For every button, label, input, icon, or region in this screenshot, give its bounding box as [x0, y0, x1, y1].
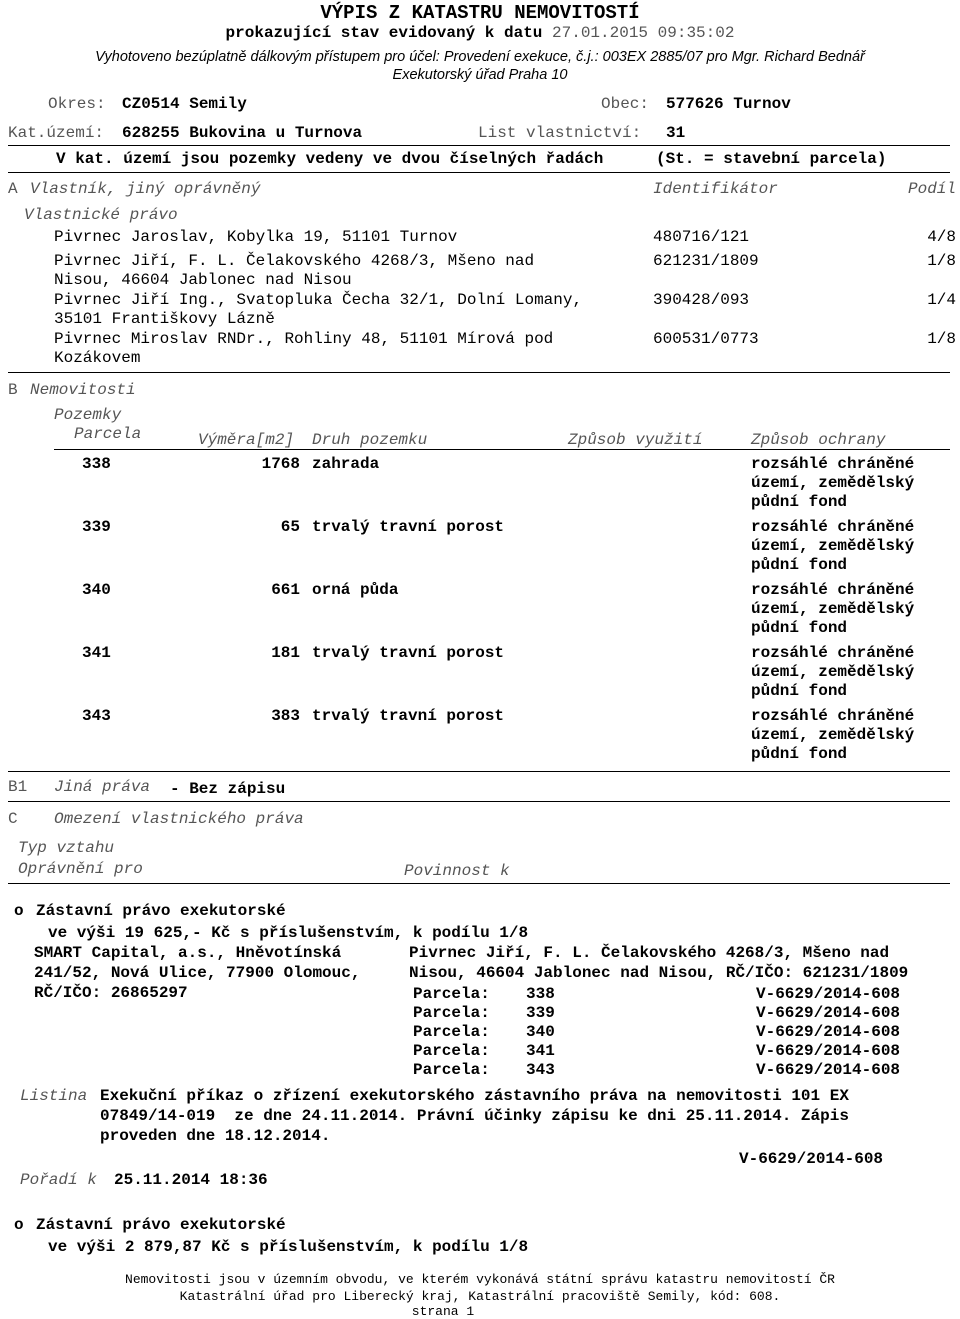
parcel-protection-2: území, zemědělský: [751, 537, 915, 555]
parcel-protection-1: rozsáhlé chráněné: [751, 707, 915, 725]
obec-value: 577626 Turnov: [666, 95, 791, 113]
creditor-line-2: 241/52, Nová Ulice, 77900 Olomouc,: [34, 964, 361, 982]
col-identifier: Identifikátor: [653, 180, 778, 198]
parcel-label: Parcela:: [413, 1004, 490, 1022]
listina-ref: V-6629/2014-608: [739, 1150, 884, 1168]
parcel-protection-3: půdní fond: [751, 556, 848, 574]
section-a-title: Vlastník, jiný oprávněný: [30, 180, 261, 198]
owner-id: 390428/093: [653, 291, 750, 309]
lien-amount: ve výši 2 879,87 Kč s příslušenstvím, k podílu 1/8: [48, 1238, 529, 1256]
parcel-ref: V-6629/2014-608: [756, 1061, 901, 1079]
owner-share: 1/8: [927, 252, 956, 270]
section-b1-value: - Bez zápisu: [170, 780, 286, 798]
section-a-letter: A: [8, 180, 18, 198]
bullet-icon: o: [14, 902, 24, 920]
parcel-number: 341: [82, 644, 111, 662]
parcel-protection-1: rozsáhlé chráněné: [751, 518, 915, 536]
parcel-label: Parcela:: [413, 1042, 490, 1060]
section-a-divider: [8, 372, 950, 373]
section-b-letter: B: [8, 381, 18, 399]
parcel-number: 340: [82, 581, 111, 599]
col-relation-type: Typ vztahu: [18, 839, 115, 857]
parcel-number: 343: [82, 707, 111, 725]
parcel-ref: V-6629/2014-608: [756, 1042, 901, 1060]
parcel-protection-2: území, zemědělský: [751, 726, 915, 744]
owner-id: 621231/1809: [653, 252, 759, 270]
parcel-ref: V-6629/2014-608: [756, 985, 901, 1003]
okres-label: Okres:: [48, 95, 106, 113]
section-b-title: Nemovitosti: [30, 381, 136, 399]
parcel-protection-1: rozsáhlé chráněné: [751, 581, 915, 599]
parcel-type: trvalý travní porost: [312, 518, 505, 536]
parcel-protection-2: území, zemědělský: [751, 663, 915, 681]
parcel-area: 65: [280, 518, 300, 536]
parcel-protection-1: rozsáhlé chráněné: [751, 455, 915, 473]
owner-share: 1/8: [927, 330, 956, 348]
parcel-number: 338: [82, 455, 111, 473]
col-protection: Způsob ochrany: [751, 431, 886, 449]
owner-name: Pivrnec Jiří, F. L. Čelakovského 4268/3, Mšeno nad: [54, 252, 535, 270]
status-line: [0, 24, 960, 43]
parcel-area: 1768: [261, 455, 300, 473]
creditor-line-3: RČ/IČO: 26865297: [34, 984, 188, 1002]
info-divider: [8, 145, 950, 146]
section-b-subtitle: Pozemky: [54, 406, 122, 424]
section-b1-title: Jiná práva: [54, 778, 151, 796]
parcel-number: 343: [526, 1061, 555, 1079]
parcel-number: 339: [526, 1004, 555, 1022]
parcel-label: Parcela:: [413, 985, 490, 1003]
status-datetime: 27.01.2015 09:35:02: [552, 24, 735, 42]
owner-share: 4/8: [927, 228, 956, 246]
owner-id: 600531/0773: [653, 330, 759, 348]
section-a-subtitle: Vlastnické právo: [24, 206, 178, 224]
creditor-line-1: SMART Capital, a.s., Hněvotínská: [34, 944, 342, 962]
lien-title: Zástavní právo exekutorské: [36, 902, 286, 920]
lv-label: List vlastnictví:: [478, 124, 642, 142]
parcel-label: Parcela:: [413, 1061, 490, 1079]
footer-line-2: Katastrální úřad pro Liberecký kraj, Katastrální pracoviště Semily, kód: 608.: [179, 1289, 781, 1304]
owner-share: 1/4: [927, 291, 956, 309]
parcel-area: 661: [271, 581, 300, 599]
col-obligation: Povinnost k: [404, 862, 510, 880]
parcel-protection-2: území, zemědělský: [751, 474, 915, 492]
okres-value: CZ0514 Semily: [122, 95, 247, 113]
section-b1-letter: B1: [8, 778, 28, 796]
owner-address-2: 35101 Františkovy Lázně: [54, 310, 275, 328]
lien-amount: ve výši 19 625,- Kč s příslušenstvím, k podílu 1/8: [48, 924, 529, 942]
parcel-number: 340: [526, 1023, 555, 1041]
katuz-label: Kat.území:: [8, 124, 105, 142]
section-c-header-divider: [8, 883, 950, 884]
parcel-number: 341: [526, 1042, 555, 1060]
numbering-note: V kat. území jsou pozemky vedeny ve dvou číselných řadách: [56, 150, 604, 168]
section-b1-divider: [8, 801, 950, 802]
status-prefix: prokazující stav evidovaný k datu: [225, 24, 543, 42]
parcel-protection-3: půdní fond: [751, 493, 848, 511]
lv-value: 31: [666, 124, 686, 142]
parcel-protection-2: území, zemědělský: [751, 600, 915, 618]
parcel-protection-1: rozsáhlé chráněné: [751, 644, 915, 662]
katuz-value: 628255 Bukovina u Turnova: [122, 124, 363, 142]
document-title: VÝPIS Z KATASTRU NEMOVITOSTÍ: [320, 2, 640, 24]
owner-id: 480716/121: [653, 228, 750, 246]
col-land-use: Způsob využití: [568, 431, 703, 449]
parcel-number: 338: [526, 985, 555, 1003]
parcel-label: Parcela:: [413, 1023, 490, 1041]
parcel-protection-3: půdní fond: [751, 619, 848, 637]
generated-line: Vyhotoveno bezúplatně dálkovým přístupem pro účel: Provedení exekuce, č.j.: 003EX 2885/07 pro Mgr. Richard Bednář: [95, 49, 865, 65]
parcel-area: 181: [271, 644, 300, 662]
order-label: Pořadí k: [20, 1171, 97, 1189]
parcel-header-divider: [54, 449, 950, 450]
page-number: strana 1: [411, 1304, 475, 1319]
col-parcel: Parcela: [74, 425, 142, 443]
numbering-note-2: (St. = stavební parcela): [656, 150, 887, 168]
col-entitled: Oprávnění pro: [18, 860, 143, 878]
parcel-area: 383: [271, 707, 300, 725]
owner-name: Pivrnec Jiří Ing., Svatopluka Čecha 32/1, Dolní Lomany,: [54, 291, 583, 309]
debtor-line-2: Nisou, 46604 Jablonec nad Nisou, RČ/IČO: 621231/1809: [409, 964, 909, 982]
section-c-title: Omezení vlastnického práva: [54, 810, 304, 828]
order-value: 25.11.2014 18:36: [114, 1171, 268, 1189]
parcel-type: orná půda: [312, 581, 399, 599]
bullet-icon: o: [14, 1216, 24, 1234]
parcel-protection-3: půdní fond: [751, 745, 848, 763]
listina-line-2: 07849/14-019 ze dne 24.11.2014. Právní účinky zápisu ke dni 25.11.2014. Zápis: [100, 1107, 849, 1125]
parcel-ref: V-6629/2014-608: [756, 1023, 901, 1041]
owner-address-2: Nisou, 46604 Jablonec nad Nisou: [54, 271, 352, 289]
listina-line-1: Exekuční příkaz o zřízení exekutorského zástavního práva na nemovitosti 101 EX: [100, 1087, 849, 1105]
owner-address-2: Kozákovem: [54, 349, 141, 367]
col-share: Podíl: [907, 180, 956, 198]
footer-line-1: Nemovitosti jsou v územním obvodu, ve kterém vykonává státní správu katastru nemovitostí ČR: [125, 1272, 835, 1287]
numbering-divider: [8, 172, 950, 173]
section-b-divider: [8, 771, 950, 772]
parcel-type: zahrada: [312, 455, 380, 473]
section-c-letter: C: [8, 810, 18, 828]
owner-name: Pivrnec Jaroslav, Kobylka 19, 51101 Turnov: [54, 228, 458, 246]
office-line: Exekutorský úřad Praha 10: [392, 67, 568, 83]
debtor-line-1: Pivrnec Jiří, F. L. Čelakovského 4268/3, Mšeno nad: [409, 944, 890, 962]
parcel-type: trvalý travní porost: [312, 644, 505, 662]
parcel-protection-3: půdní fond: [751, 682, 848, 700]
parcel-number: 339: [82, 518, 111, 536]
listina-line-3: proveden dne 18.12.2014.: [100, 1127, 331, 1145]
listina-label: Listina: [20, 1087, 88, 1105]
lien-title: Zástavní právo exekutorské: [36, 1216, 286, 1234]
parcel-type: trvalý travní porost: [312, 707, 505, 725]
owner-name: Pivrnec Miroslav RNDr., Rohliny 48, 51101 Mírová pod: [54, 330, 554, 348]
parcel-ref: V-6629/2014-608: [756, 1004, 901, 1022]
obec-label: Obec:: [601, 95, 650, 113]
col-land-type: Druh pozemku: [312, 431, 428, 449]
col-area: Výměra[m2]: [198, 431, 295, 449]
